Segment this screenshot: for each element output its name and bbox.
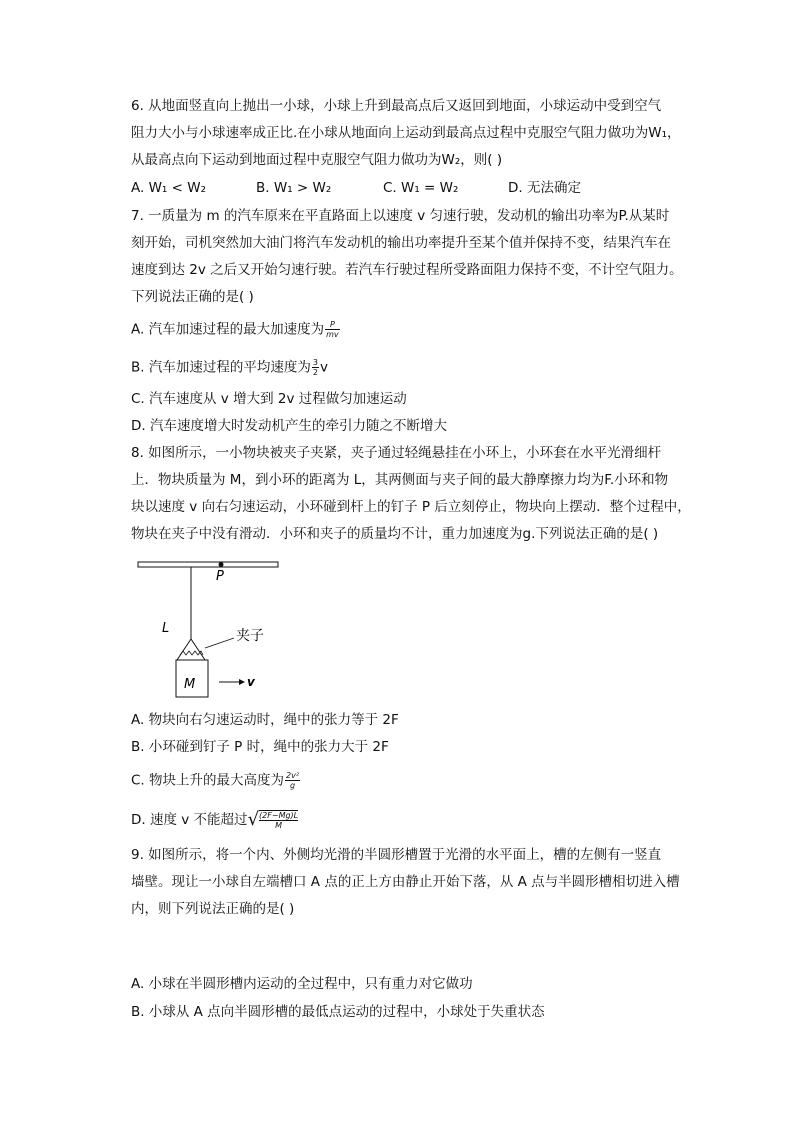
q8-option-d-radical-sign: √ [247,809,260,830]
q8-velocity-arrowhead [239,679,245,685]
q8-label-clip: 夹子 [236,628,264,644]
q8-stem-line-3: 块以速度 v 向右匀速运动，小环碰到杆上的钉子 P 后立刻停止，物块向上摆动．整个过程中， [131,499,691,515]
q8-option-d-sqrt [248,810,299,830]
q8-option-c-denominator: g [289,781,296,790]
q8-stem-line-4: 物块在夹子中没有滑动．小环和夹子的质量均不计，重力加速度为g.下列说法正确的是( ) [131,526,659,542]
q7-option-a-text: A. 汽车加速过程的最大加速度为 [131,321,325,338]
q7-stem-line-3: 速度到达 2v 之后又开始匀速行驶。若汽车行驶过程所受路面阻力保持不变，不计空气阻力。 [131,262,683,278]
q6-option-d: D. 无法确定 [508,180,581,196]
q6-option-a: A. W₁ < W₂ [131,180,206,196]
q8-option-d-text: D. 速度 v 不能超过 [131,812,248,828]
q8-rod [138,562,278,567]
q8-clip [177,639,205,660]
q7-option-a-numerator: P [325,320,340,330]
q8-stem-line-2: 上．物块质量为 M，到小环的距离为 L，其两侧面与夹子间的最大静摩擦力均为F.小环和物 [131,472,669,488]
q7-option-c: C. 汽车速度从 v 增大到 2v 过程做匀加速运动 [131,391,407,407]
q6-stem-line-3: 从最高点向下运动到地面过程中克服空气阻力做功为W₂，则( ) [131,152,503,168]
q9-option-b: B. 小球从 A 点向半圆形槽的最低点运动的过程中，小球处于失重状态 [131,1004,545,1020]
q8-label-v: v [247,675,255,689]
q7-option-b [131,358,328,377]
q6-option-c: C. W₁ = W₂ [383,180,459,196]
q8-label-p: P [216,569,224,584]
q8-clip-pointer [205,638,234,648]
q6-stem-line-2: 阻力大小与小球速率成正比.在小球从地面向上运动到最高点过程中克服空气阻力做功为W₁， [131,125,681,141]
q8-option-c [131,771,301,790]
q8-option-d-denominator: M [275,821,283,830]
q7-option-a [131,320,341,339]
q7-option-a-fraction [325,320,340,339]
q8-figure [134,558,304,703]
q8-label-l: L [162,621,170,636]
q7-option-b-numerator: 3 [312,358,318,367]
q8-stem-line-1: 8. 如图所示，一小物块被夹子夹紧，夹子通过轻绳悬挂在小环上，小环套在水平光滑细杆 [131,445,662,461]
q8-option-c-fraction [285,771,300,790]
q9-option-a: A. 小球在半圆形槽内运动的全过程中，只有重力对它做功 [131,976,473,992]
q7-option-b-denominator: 2 [312,368,318,377]
q8-option-d-numerator: (2F−Mg)L [259,811,299,820]
q7-option-b-suffix: v [319,359,328,376]
q8-option-c-text: C. 物块上升的最大高度为 [131,772,285,789]
q7-option-b-text: B. 汽车加速过程的平均速度为 [131,359,311,376]
q7-stem-line-1: 7. 一质量为 m 的汽车原来在平直路面上以速度 v 匀速行驶，发动机的输出功率为P.从某时 [131,208,670,224]
q7-stem-line-4: 下列说法正确的是( ) [131,289,254,305]
q9-stem-line-2: 墙壁。现让一小球自左端槽口 A 点的正上方由静止开始下落，从 A 点与半圆形槽相切进入槽 [131,874,680,890]
q6-stem-line-1: 6. 从地面竖直向上抛出一小球，小球上升到最高点后又返回到地面，小球运动中受到空气 [131,98,662,114]
q8-option-d [131,810,298,830]
q8-option-c-numerator: 2v² [286,771,300,780]
q8-option-a: A. 物块向右匀速运动时，绳中的张力等于 2F [131,712,399,728]
q8-nail-p [219,562,224,567]
q8-label-m: M [184,677,196,692]
q6-option-b: B. W₁ > W₂ [256,180,332,196]
q7-stem-line-2: 刻开始，司机突然加大油门将汽车发动机的输出功率提升至某个值并保持不变，结果汽车在 [131,235,671,251]
q7-option-d: D. 汽车速度增大时发动机产生的牵引力随之不断增大 [131,418,447,434]
q9-stem-line-3: 内，则下列说法正确的是( ) [131,901,295,917]
q9-stem-line-1: 9. 如图所示，将一个内、外侧均光滑的半圆形槽置于光滑的水平面上，槽的左侧有一竖直 [131,847,662,863]
q7-option-a-denominator: mv [326,330,339,339]
q7-option-b-fraction [312,358,319,377]
q8-option-d-radicand [259,810,298,830]
q8-option-b: B. 小环碰到钉子 P 时，绳中的张力大于 2F [131,739,389,755]
